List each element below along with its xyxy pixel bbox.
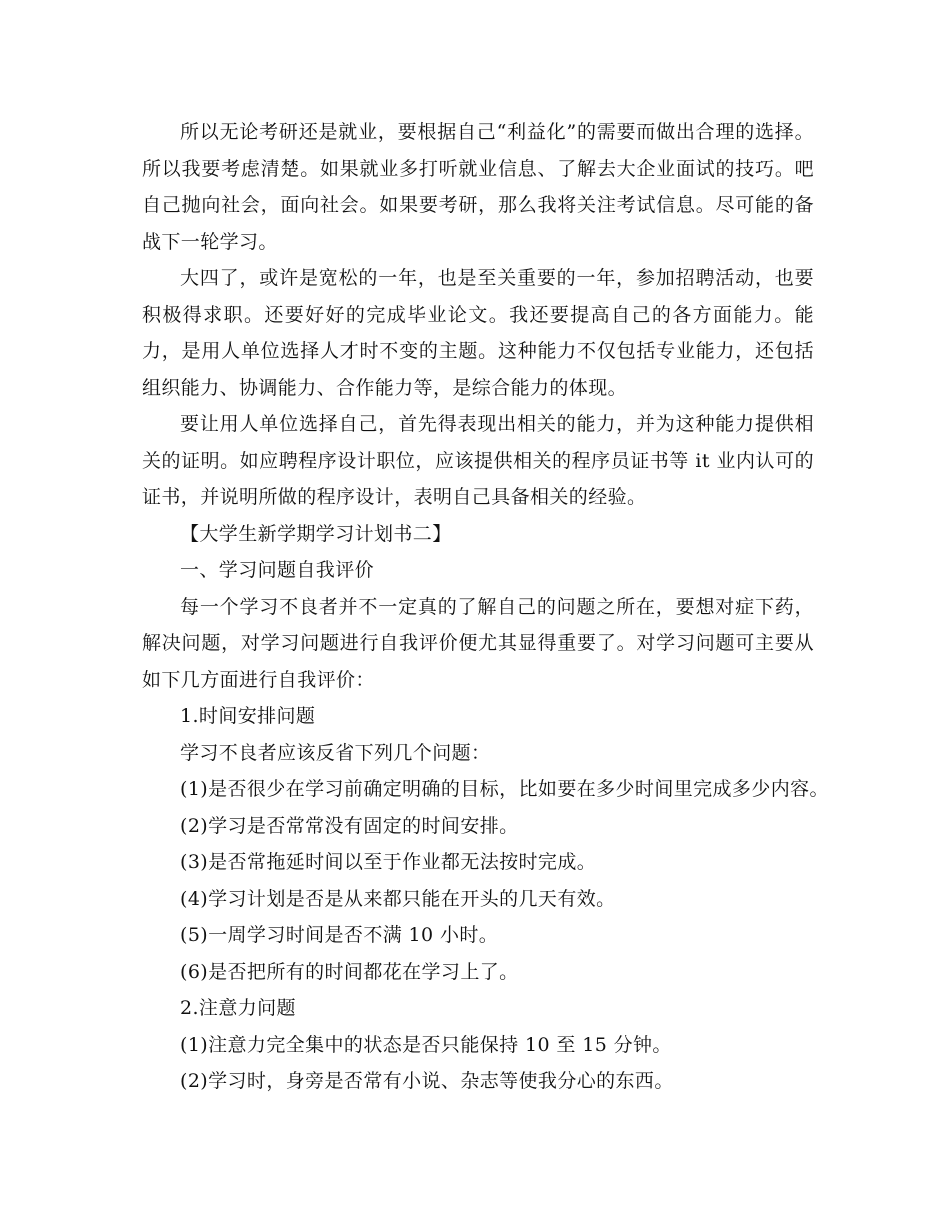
list-item: (2)学习时，身旁是否常有小说、杂志等使我分心的东西。 <box>180 1070 674 1092</box>
time-arrangement-lead: 学习不良者应该反省下列几个问题： <box>180 741 491 764</box>
document-body <box>142 114 829 1100</box>
paragraph-employer-selection: 要让用人单位选择自己，首先得表现出相关的能力，并为这种能力提供相关的证明。如应聘程序设计职位，应该提供相关的程序员证书等 it 业内认可的证书，并说明所做的程序设计，表明自己具备相关的经验。 <box>142 413 814 508</box>
list-item: (2)学习是否常常没有固定的时间安排。 <box>180 814 519 837</box>
list-item: (5)一周学习时间是否不满 10 小时。 <box>180 924 499 946</box>
subheading-attention: 2.注意力问题 <box>180 997 296 1019</box>
list-item: (6)是否把所有的时间都花在学习上了。 <box>180 960 519 983</box>
paragraph-intro: 每一个学习不良者并不一定真的了解自己的问题之所在，要想对症下药，解决问题，对学习问题进行自我评价便尤其显得重要了。对学习问题可主要从如下几方面进行自我评价： <box>142 595 814 691</box>
list-item: (3)是否常拖延时间以至于作业都无法按时完成。 <box>180 851 597 873</box>
paragraph-career-choice: 所以无论考研还是就业，要根据自己“利益化”的需要而做出合理的选择。所以我要考虑清楚。如果就业多打听就业信息、了解去大企业面试的技巧。吧自己抛向社会，面向社会。如果要考研，那么我将关注考试信息。尽可能的备战下一轮学习。 <box>142 121 814 253</box>
subheading-time-arrangement: 1.时间安排问题 <box>180 705 316 727</box>
list-item: (1)是否很少在学习前确定明确的目标，比如要在多少时间里完成多少内容。 <box>180 778 829 800</box>
list-item: (4)学习计划是否是从来都只能在开头的几天有效。 <box>180 887 616 910</box>
section-title: 【大学生新学期学习计划书二】 <box>180 522 452 545</box>
paragraph-senior-year: 大四了，或许是宽松的一年，也是至关重要的一年，参加招聘活动，也要积极得求职。还要好好的完成毕业论文。我还要提高自己的各方面能力。能力，是用人单位选择人才时不变的主题。这种能力不仅包括专业能力，还包括组织能力、协调能力、合作能力等，是综合能力的体现。 <box>142 267 814 399</box>
heading-self-evaluation: 一、学习问题自我评价 <box>180 559 375 581</box>
list-item: (1)注意力完全集中的状态是否只能保持 10 至 15 分钟。 <box>180 1033 672 1056</box>
